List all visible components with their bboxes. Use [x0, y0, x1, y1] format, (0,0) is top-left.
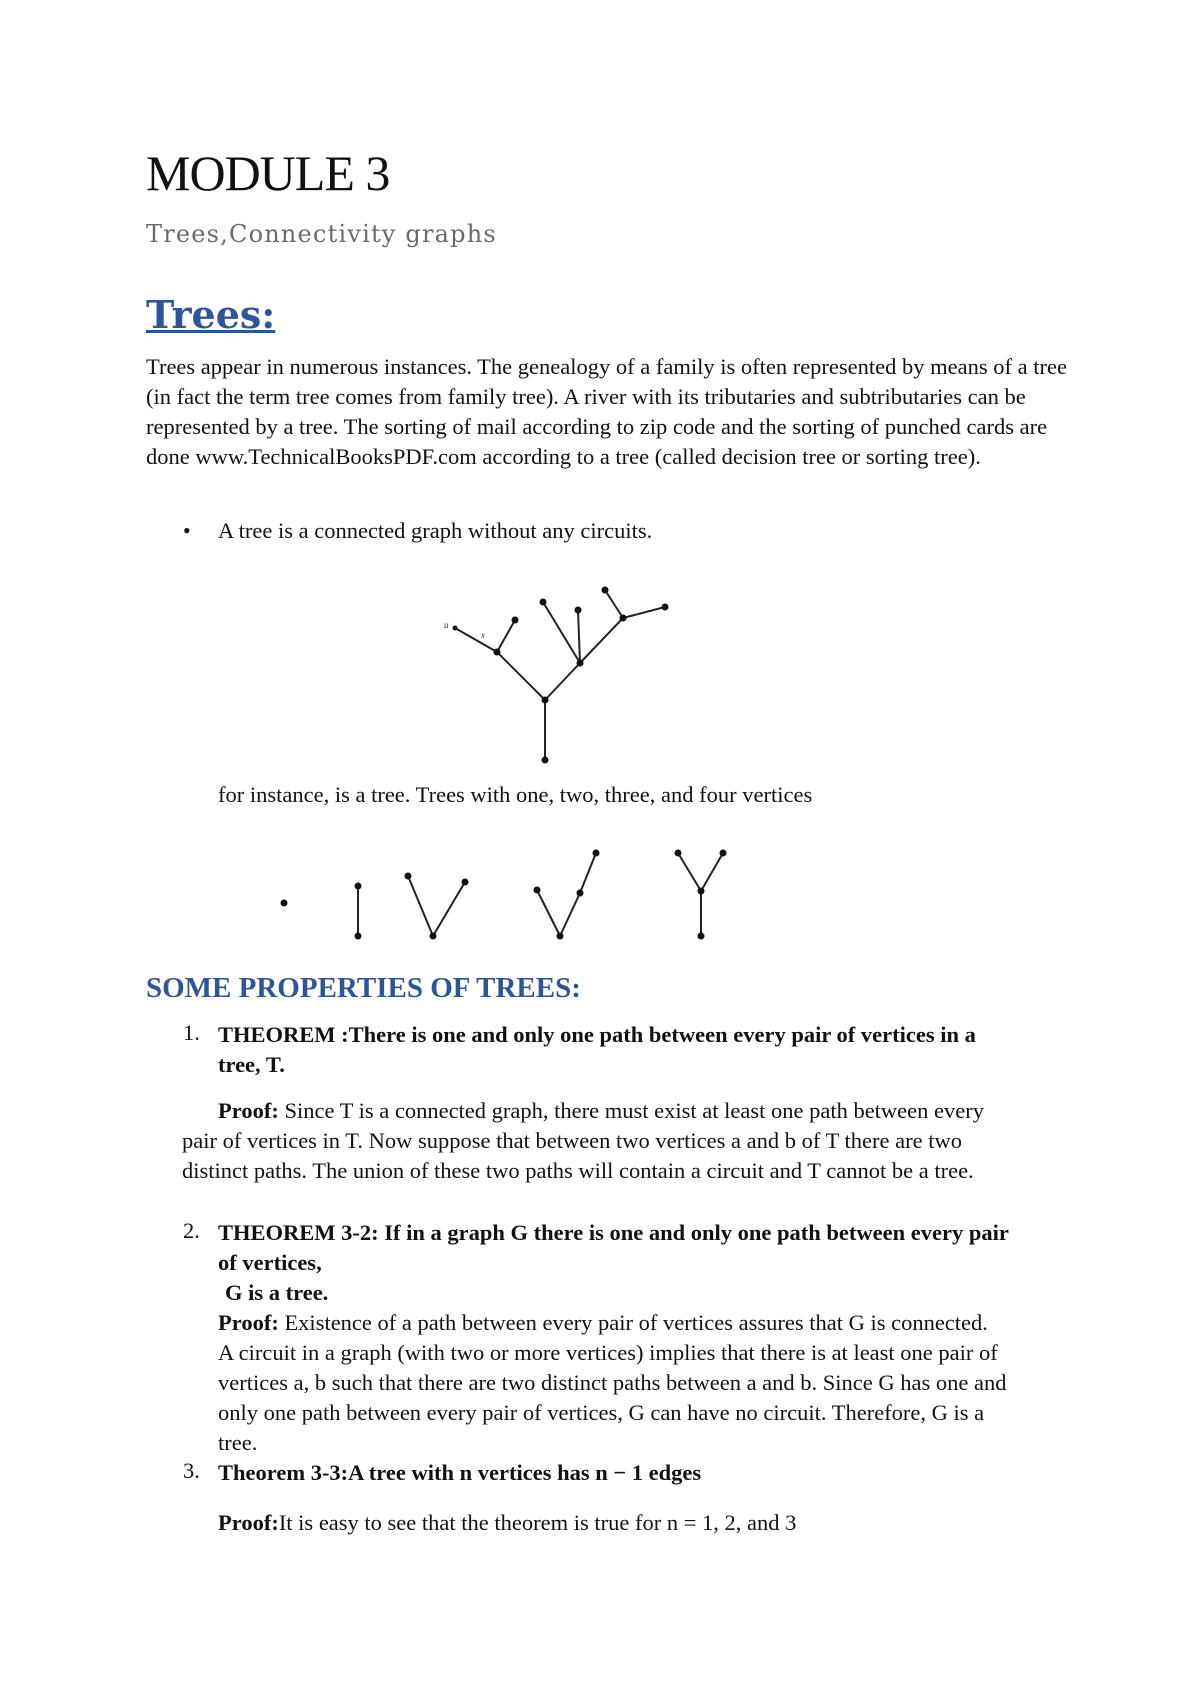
section-heading-trees: Trees: — [146, 292, 276, 337]
proof-2-line — [218, 1308, 988, 1338]
theorem-2-line: of vertices, — [218, 1250, 322, 1275]
small-trees-figure — [275, 838, 755, 950]
section-heading-properties: SOME PROPERTIES OF TREES: — [146, 972, 581, 1004]
proof-label: Proof: — [218, 1310, 279, 1335]
page-title: MODULE 3 — [146, 145, 390, 201]
example-tree-figure — [444, 580, 710, 770]
trees-intro-paragraph: Trees appear in numerous instances. The genealogy of a family is often represented by means of a tree (in fact the term tree comes from family tree). A river with its tributaries and subtributaries can be represented by a tree. The sorting of mail according to zip code and the sorting of punched cards are done www.TechnicalBooksPDF.com according to a tree (called decision tree or sorting tree). — [146, 354, 1067, 469]
list-number: 3. — [183, 1458, 200, 1483]
proof-2-line: vertices a, b such that there are two distinct paths between a and b. Since G has one and — [218, 1370, 1007, 1395]
figure-caption: for instance, is a tree. Trees with one, two, three, and four vertices — [218, 782, 813, 807]
tree-vertices — [453, 587, 669, 764]
theorem-3-line: Theorem 3-3:A tree with n vertices has n − 1 edges — [218, 1460, 702, 1485]
tree-one-vertex — [281, 900, 288, 907]
proof-2-line: tree. — [218, 1430, 258, 1455]
tree-three-vertices — [405, 873, 469, 940]
theorem-1-line: THEOREM :There is one and only one path between every pair of vertices in a — [218, 1022, 976, 1047]
proof-3-line — [218, 1508, 796, 1538]
proof-2-line: A circuit in a graph (with two or more vertices) implies that there is at least one pair of — [218, 1340, 998, 1365]
theorem-1-line: tree, T. — [218, 1052, 285, 1077]
list-number: 2. — [183, 1218, 200, 1243]
theorem-2-line: G is a tree. — [225, 1280, 329, 1305]
vertex-label-u: u — [444, 620, 449, 630]
bullet-icon: • — [183, 518, 191, 543]
proof-text: Existence of a path between every pair of vertices assures that G is connected. — [278, 1310, 988, 1335]
page-subtitle: Trees,Connectivity graphs — [146, 220, 497, 248]
list-number: 1. — [183, 1020, 200, 1045]
tree-four-vertices-path — [534, 850, 600, 940]
tree-four-vertices-star — [675, 850, 727, 940]
proof-1-line: distinct paths. The union of these two paths will contain a circuit and T cannot be a tree. — [182, 1158, 974, 1183]
tree-edges — [455, 590, 665, 760]
proof-label: Proof: — [218, 1510, 279, 1535]
proof-text: It is easy to see that the theorem is true for n = 1, 2, and 3 — [278, 1510, 797, 1535]
proof-label: Proof: — [218, 1098, 279, 1123]
proof-1-line — [218, 1096, 984, 1126]
tree-definition-bullet: A tree is a connected graph without any circuits. — [218, 518, 653, 543]
proof-2-line: only one path between every pair of vertices, G can have no circuit. Therefore, G is a — [218, 1400, 985, 1425]
tree-two-vertices — [355, 883, 362, 940]
edge-label-x: x — [481, 630, 485, 640]
theorem-2-line: THEOREM 3-2: If in a graph G there is one and only one path between every pair — [218, 1220, 1009, 1245]
proof-text: Since T is a connected graph, there must exist at least one path between every — [278, 1098, 984, 1123]
proof-1-line: pair of vertices in T. Now suppose that between two vertices a and b of T there are two — [182, 1128, 962, 1153]
